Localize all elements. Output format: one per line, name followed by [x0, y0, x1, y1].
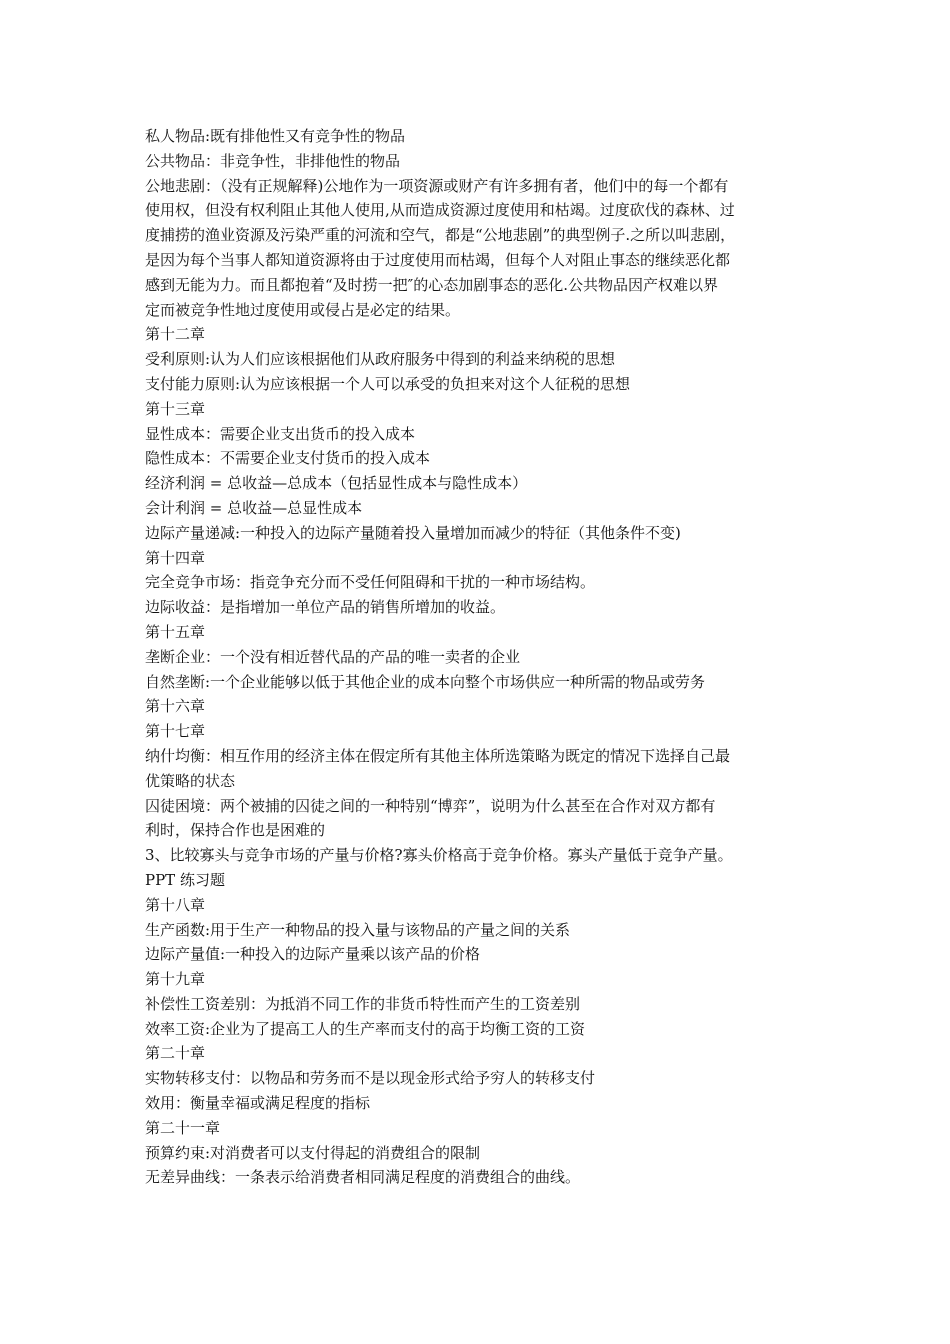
text-line: 第十三章: [145, 399, 206, 418]
document-page: [145, 124, 825, 1190]
text-line: 受利原则:认为人们应该根据他们从政府服务中得到的利益来纳税的思想: [145, 350, 616, 369]
text-line: 第十八章: [145, 895, 206, 914]
text-line: 第十七章: [145, 722, 206, 741]
text-line: 完全竞争市场：指竞争充分而不受任何阻碍和干扰的一种市场结构。: [145, 573, 596, 592]
text-line: 经济利润 = 总收益—总成本（包括显性成本与隐性成本）: [145, 474, 528, 493]
text-line: 第十二章: [145, 325, 206, 344]
text-line: 实物转移支付：以物品和劳务而不是以现金形式给予穷人的转移支付: [145, 1069, 596, 1088]
text-line: 公地悲剧：（没有正规解释)公地作为一项资源或财产有许多拥有者，他们中的每一个都有: [145, 176, 729, 195]
text-line: 边际产量递减:一种投入的边际产量随着投入量增加而减少的特征（其他条件不变): [145, 523, 681, 542]
text-line: 优策略的状态: [145, 771, 236, 790]
text-line: 边际产量值:一种投入的边际产量乘以该产品的价格: [145, 945, 481, 964]
text-line: PPT 练习题: [145, 870, 225, 889]
text-line: 公共物品：非竞争性，非排他性的物品: [145, 151, 401, 170]
text-line: 利时，保持合作也是困难的: [145, 821, 326, 840]
text-line: 第二十一章: [145, 1118, 221, 1137]
text-line: 隐性成本：不需要企业支付货币的投入成本: [145, 449, 431, 468]
text-line: 第十四章: [145, 548, 206, 567]
text-line: 自然垄断:一个企业能够以低于其他企业的成本向整个市场供应一种所需的物品或劳务: [145, 672, 706, 691]
text-line: 第十九章: [145, 970, 206, 989]
text-line: 纳什均衡：相互作用的经济主体在假定所有其他主体所选策略为既定的情况下选择自己最: [145, 746, 731, 765]
text-line: 第十六章: [145, 697, 206, 716]
text-line: 垄断企业：一个没有相近替代品的产品的唯一卖者的企业: [145, 647, 521, 666]
text-line: 显性成本：需要企业支出货币的投入成本: [145, 424, 416, 443]
text-line: 囚徒困境：两个被捕的囚徒之间的一种特别“博弈”，说明为什么甚至在合作对双方都有: [145, 796, 716, 815]
text-line: 使用权，但没有权利阻止其他人使用,从而造成资源过度使用和枯竭。过度砍伐的森林、过: [145, 201, 735, 220]
text-line: 3、比较寡头与竞争市场的产量与价格?寡头价格高于竞争价格。寡头产量低于竞争产量。: [145, 846, 733, 865]
text-line: 无差异曲线：一条表示给消费者相同满足程度的消费组合的曲线。: [145, 1168, 581, 1187]
text-line: 效用：衡量幸福或满足程度的指标: [145, 1094, 371, 1113]
text-line: 度捕捞的渔业资源及污染严重的河流和空气，都是“公地悲剧”的典型例子.之所以叫悲剧，: [145, 226, 736, 245]
text-line: 私人物品:既有排他性又有竞争性的物品: [145, 127, 406, 145]
text-line: 支付能力原则:认为应该根据一个人可以承受的负担来对这个人征税的思想: [145, 374, 631, 393]
text-line: 预算约束:对消费者可以支付得起的消费组合的限制: [145, 1143, 481, 1162]
text-line: 会计利润 = 总收益—总显性成本: [145, 498, 363, 517]
text-line: 补偿性工资差别：为抵消不同工作的非货币特性而产生的工资差别: [145, 994, 581, 1013]
text-line: 生产函数:用于生产一种物品的投入量与该物品的产量之间的关系: [145, 920, 571, 939]
text-line: 效率工资:企业为了提高工人的生产率而支付的高于均衡工资的工资: [145, 1019, 586, 1038]
text-line: 边际收益：是指增加一单位产品的销售所增加的收益。: [145, 598, 506, 617]
text-line: 第二十章: [145, 1044, 206, 1063]
text-line: 感到无能为力。而且都抱着“及时捞一把″的心态加剧事态的恶化.公共物品因产权难以界: [145, 275, 719, 294]
text-line: 是因为每个当事人都知道资源将由于过度使用而枯竭，但每个人对阻止事态的继续恶化都: [145, 250, 731, 269]
text-line: 第十五章: [145, 622, 206, 641]
text-line: 定而被竞争性地过度使用或侵占是必定的结果。: [145, 300, 461, 319]
